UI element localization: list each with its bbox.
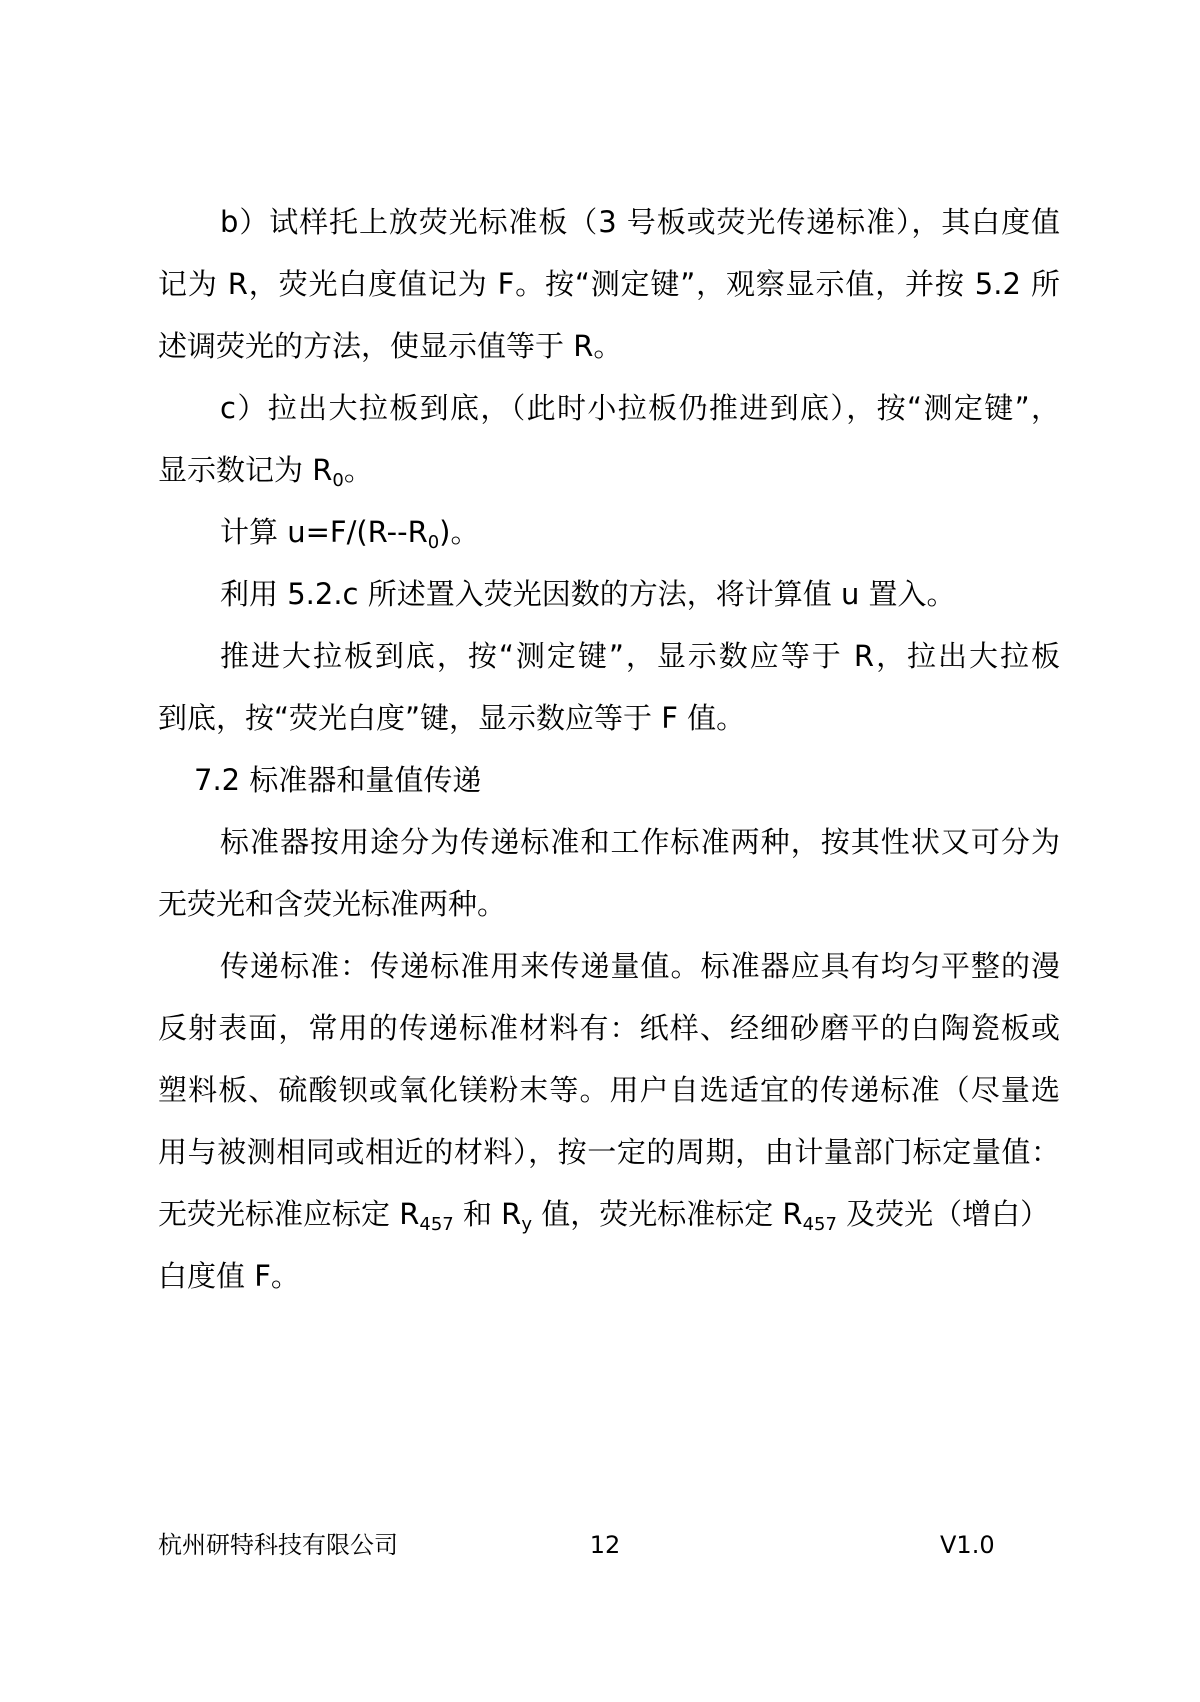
calc-formula xyxy=(220,512,480,552)
subscript-457: 457 xyxy=(802,1214,837,1235)
transfer-line-5-d: 及荧光（增白） xyxy=(836,1197,1050,1231)
transfer-line-6: 白度值 F。 xyxy=(158,1259,300,1293)
para-b-line-1: b）试样托上放荧光标准板（3 号板或荧光传递标准），其白度值 xyxy=(220,205,1060,239)
standards-line-1: 标准器按用途分为传递标准和工作标准两种，按其性状又可分为 xyxy=(220,825,1060,859)
transfer-line-5-b: 和 R xyxy=(453,1197,522,1231)
footer-company: 杭州研特科技有限公司 xyxy=(158,1531,398,1559)
transfer-line-5 xyxy=(158,1194,1049,1234)
use-instruction: 利用 5.2.c 所述置入荧光因数的方法，将计算值 u 置入。 xyxy=(220,577,956,611)
subscript-457: 457 xyxy=(419,1214,454,1235)
footer-page-number: 12 xyxy=(589,1531,621,1559)
subscript-0: 0 xyxy=(332,470,344,491)
section-title: 7.2 标准器和量值传递 xyxy=(194,763,482,797)
para-c-line-1: c）拉出大拉板到底，（此时小拉板仍推进到底），按“测定键”， xyxy=(220,391,1060,425)
calc-end: )。 xyxy=(439,515,480,549)
para-c-end: 。 xyxy=(343,453,373,487)
transfer-line-1: 传递标准：传递标准用来传递量值。标准器应具有均匀平整的漫 xyxy=(220,949,1060,983)
transfer-line-5-c: 值，荧光标准标定 R xyxy=(531,1197,803,1231)
transfer-line-3: 塑料板、硫酸钡或氧化镁粉末等。用户自选适宜的传递标准（尽量选 xyxy=(158,1073,1060,1107)
para-c-text: 显示数记为 R xyxy=(158,453,333,487)
push-line-1: 推进大拉板到底，按“测定键”，显示数应等于 R，拉出大拉板 xyxy=(220,639,1060,673)
transfer-line-5-a: 无荧光标准应标定 R xyxy=(158,1197,420,1231)
calc-text: 计算 u=F/(R--R xyxy=(220,515,428,549)
subscript-0: 0 xyxy=(427,532,440,553)
subscript-y: y xyxy=(521,1214,532,1235)
push-line-2: 到底，按“荧光白度”键，显示数应等于 F 值。 xyxy=(158,701,746,735)
transfer-line-2: 反射表面，常用的传递标准材料有：纸样、经细砂磨平的白陶瓷板或 xyxy=(158,1011,1060,1045)
para-b-line-2: 记为 R，荧光白度值记为 F。按“测定键”，观察显示值，并按 5.2 所 xyxy=(158,267,1060,301)
standards-line-2: 无荧光和含荧光标准两种。 xyxy=(158,887,507,921)
para-b-line-3: 述调荧光的方法，使显示值等于 R。 xyxy=(158,329,623,363)
footer-version: V1.0 xyxy=(940,1531,995,1559)
para-c-line-2 xyxy=(158,450,373,490)
transfer-line-4: 用与被测相同或相近的材料），按一定的周期，由计量部门标定量值： xyxy=(158,1135,1060,1169)
